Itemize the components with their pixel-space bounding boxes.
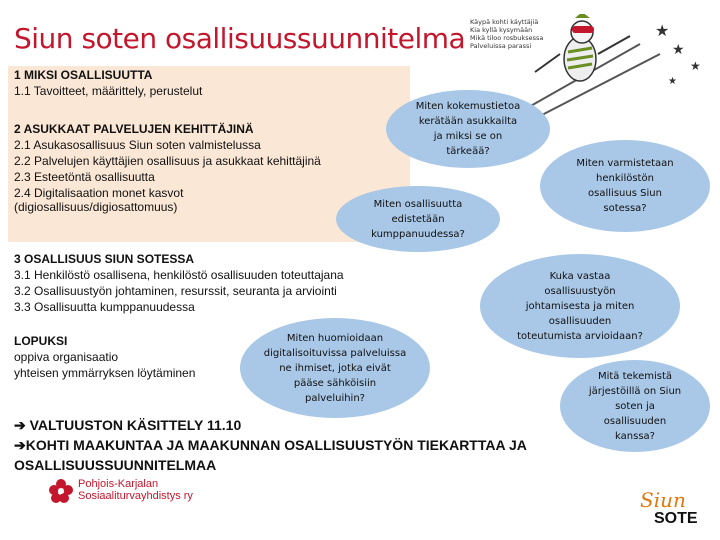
bubble-line: Miten huomioidaan [286, 332, 384, 344]
bubble-line: ne ihmiset, jotka eivät [279, 362, 391, 374]
footer-line [14, 417, 241, 434]
bubble-line: kumppanuudessa? [371, 228, 465, 240]
logo-text: Pohjois-Karjalan [78, 478, 159, 490]
bubble-line: johtamisesta ja miten [525, 300, 635, 312]
sticker-line: Mikä tiloo rosbuksessa [470, 34, 544, 42]
section-item: yhteisen ymmärryksen löytäminen [14, 366, 196, 380]
section-heading: 2 ASUKKAAT PALVELUJEN KEHITTÄJINÄ [14, 122, 254, 136]
bubble-line: henkilöstön [596, 173, 654, 184]
sticker-line: Kia kyllä kysymään [470, 26, 533, 34]
section-item: 3.1 Henkilöstö osallisena, henkilöstö osallisuuden toteuttajana [14, 268, 344, 282]
section-item: 3.3 Osallisuutta kumppanuudessa [14, 300, 195, 314]
footer-line [14, 437, 527, 454]
logo-text: SOTE [654, 510, 698, 527]
section-item: 1.1 Tavoitteet, määrittely, perustelut [14, 84, 203, 98]
footer-line-text: VALTUUSTON KÄSITTELY 11.10 [29, 417, 242, 433]
section-item: 2.1 Asukasosallisuus Siun soten valmistelussa [14, 138, 261, 152]
bubble-line: Miten osallisuutta [373, 198, 463, 210]
bubble-line: kanssa? [615, 430, 655, 442]
bubble-line: palveluihin? [305, 392, 365, 404]
question-bubble [386, 90, 550, 168]
bubble-line: pääse sähköisiin [293, 377, 377, 389]
bubble-line: toteutumista arvioidaan? [517, 330, 643, 342]
bubble-line: Kuka vastaa [549, 270, 611, 282]
bubble-line: soten ja [615, 400, 655, 412]
question-bubble [560, 360, 710, 452]
arrow-right-icon: ➔ [14, 437, 26, 453]
section-item: (digiosallisuus/digiosattomuus) [14, 200, 178, 214]
bubble-line: osallisuuden [603, 415, 667, 427]
section-item: 2.3 Esteetöntä osallisuutta [14, 170, 155, 184]
bubble-line: osallisuuden [548, 315, 612, 327]
sticker-line: Käypä kohti käyttäjiä [470, 18, 539, 26]
footer-line-text: KOHTI MAAKUNTAA JA MAAKUNNAN OSALLISUUSTYÖN TIEKARTTAA JA [25, 437, 527, 453]
page-title: Siun soten osallisuussuunnitelma [14, 22, 466, 55]
question-bubble [336, 186, 500, 252]
svg-text:★: ★ [672, 41, 685, 57]
bubble-line: järjestöillä on Siun [588, 385, 682, 397]
flower-logo-icon [48, 478, 74, 504]
question-bubble [540, 140, 710, 232]
sticker-line: Palveluissa parassi [470, 42, 532, 50]
bubble-line: kerätään asukkailta [418, 116, 518, 127]
svg-text:★: ★ [655, 23, 670, 40]
svg-text:★: ★ [690, 59, 701, 73]
bubble-line: edistetään [391, 213, 445, 225]
section-heading: 3 OSALLISUUS SIUN SOTESSA [14, 252, 195, 266]
question-bubble [480, 254, 680, 358]
section-item: oppiva organisaatio [14, 350, 119, 364]
section-heading: LOPUKSI [14, 334, 68, 348]
bubble-line: ja miksi se on [433, 131, 503, 142]
skier-mascot-icon [520, 14, 710, 118]
bubble-line: Miten varmistetaan [576, 158, 674, 169]
bubble-line: osallisuustyön [544, 285, 616, 297]
section-item: 2.2 Palvelujen käyttäjien osallisuus ja asukkaat kehittäjinä [14, 154, 321, 168]
bubble-line: digitalisoituvissa palveluissa [263, 347, 407, 359]
arrow-right-icon: ➔ [14, 417, 26, 433]
footer-line-text: OSALLISUUSSUUNNITELMAA [14, 457, 217, 473]
logo-text: Siun [640, 488, 686, 512]
bubble-line: tärkeää? [446, 146, 490, 157]
logo-text: Sosiaaliturvayhdistys ry [78, 490, 193, 502]
section-heading: 1 MIKSI OSALLISUUTTA [14, 68, 153, 82]
question-bubble [240, 318, 430, 418]
svg-text:★: ★ [668, 76, 677, 87]
bubble-line: osallisuus Siun [588, 188, 662, 199]
section-item: 2.4 Digitalisaation monet kasvot [14, 186, 184, 200]
section-item: 3.2 Osallisuustyön johtaminen, resurssit, seuranta ja arviointi [14, 284, 337, 298]
bubble-line: Mitä tekemistä [597, 370, 673, 382]
bubble-line: sotessa? [603, 203, 647, 214]
bubble-line: Miten kokemustietoa [415, 101, 521, 112]
